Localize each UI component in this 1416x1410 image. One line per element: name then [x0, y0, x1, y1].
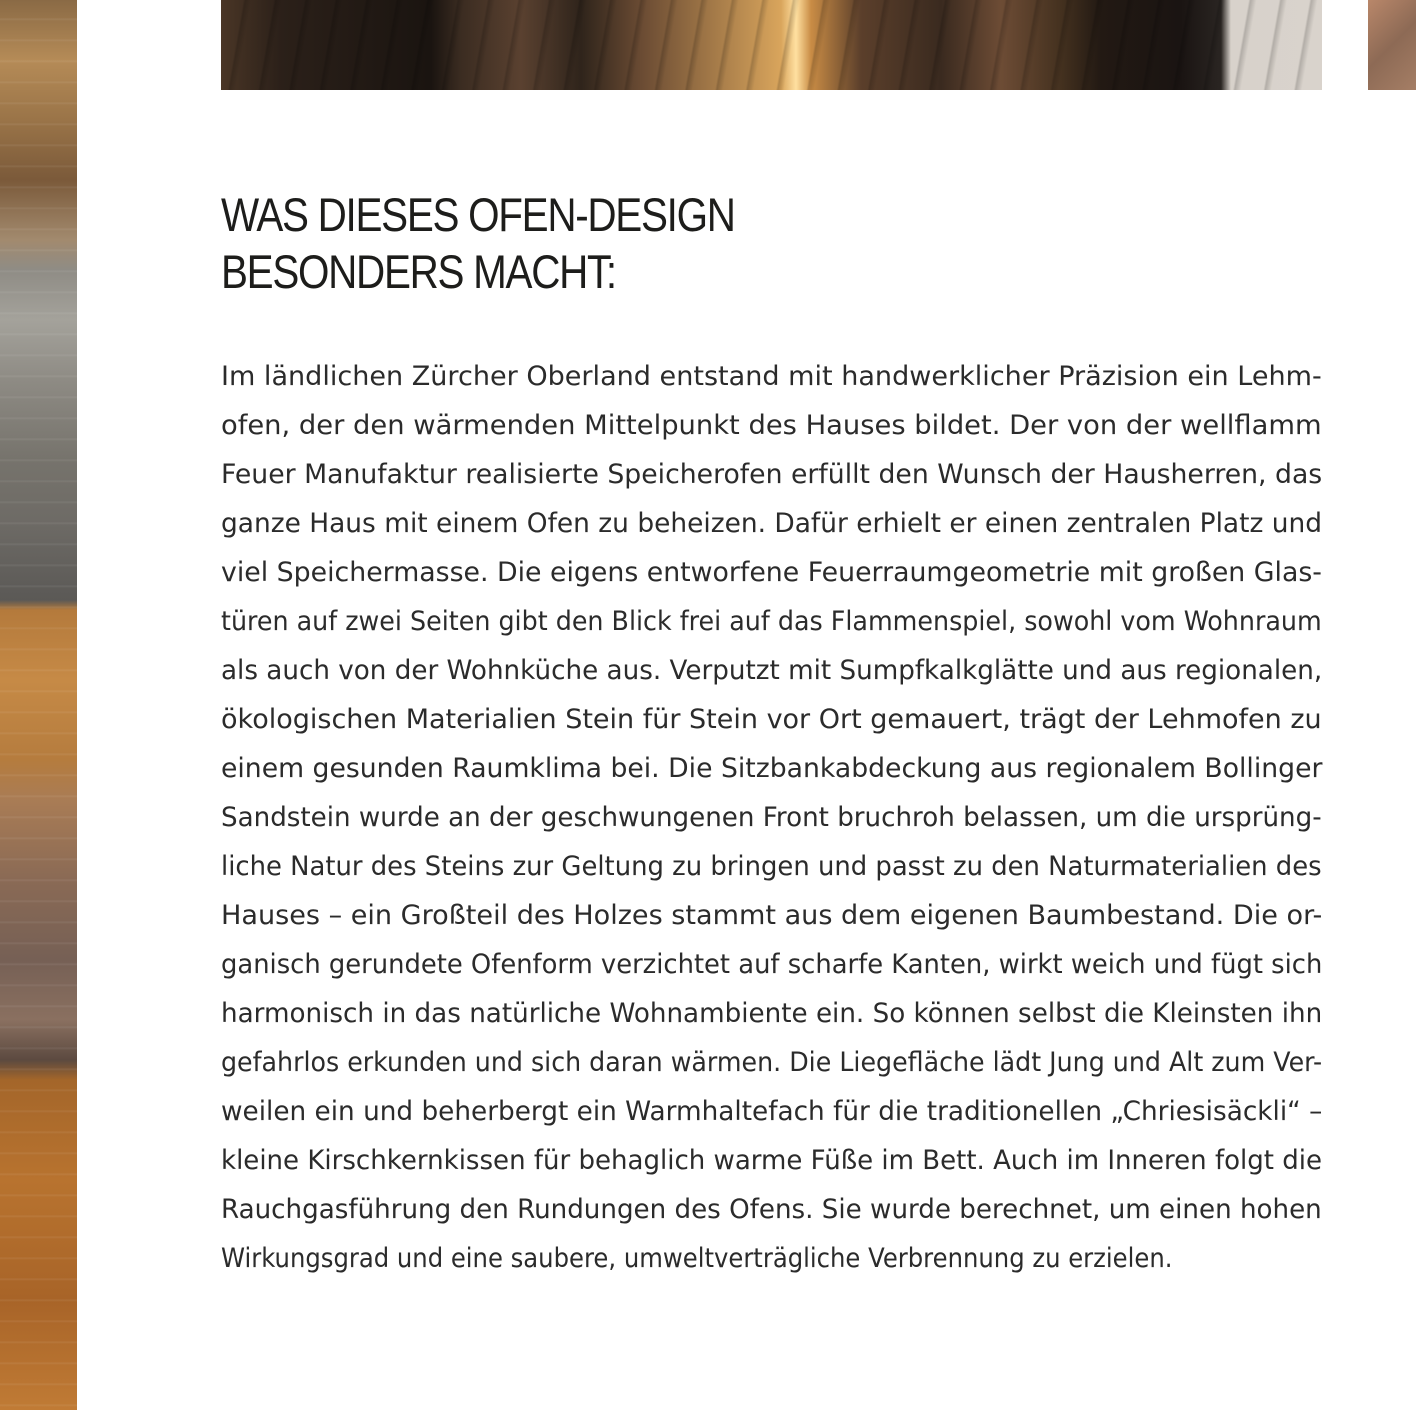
section-heading — [221, 186, 823, 300]
body-line: viel Speichermasse. Die eigens entworfene Feuerraumgeometrie mit großen Glas- — [221, 557, 1322, 588]
heading-line-2: BESONDERS MACHT: — [221, 245, 616, 298]
body-line: Sandstein wurde an der geschwungenen Front bruchroh belassen, um die ursprüng- — [221, 802, 1322, 833]
body-line: türen auf zwei Seiten gibt den Blick frei auf das Flammenspiel, sowohl vom Wohnraum — [221, 606, 1322, 637]
fireplace-photo — [221, 0, 1322, 90]
body-line: ganze Haus mit einem Ofen zu beheizen. Dafür erhielt er einen zentralen Platz und — [221, 508, 1322, 539]
body-line: gefahrlos erkunden und sich daran wärmen. Die Liegefläche lädt Jung und Alt zum Ver- — [221, 1047, 1323, 1078]
body-line: einem gesunden Raumklima bei. Die Sitzbankabdeckung aus regionalem Bollinger — [221, 753, 1323, 784]
body-line: als auch von der Wohnküche aus. Verputzt mit Sumpfkalkglätte und aus regionalen, — [221, 655, 1323, 686]
body-line: ganisch gerundete Ofenform verzichtet auf scharfe Kanten, wirkt weich und fügt sich — [221, 949, 1323, 980]
body-line: weilen ein und beherbergt ein Warmhaltefach für die traditionellen „Chriesisäckli“ – — [221, 1096, 1323, 1127]
body-line: Feuer Manufaktur realisierte Speicherofen erfüllt den Wunsch der Hausherren, das — [221, 459, 1323, 490]
body-line: Rauchgasführung den Rundungen des Ofens. Sie wurde berechnet, um einen hohen — [221, 1194, 1322, 1225]
body-line: liche Natur des Steins zur Geltung zu bringen und passt zu den Naturmaterialien des — [221, 851, 1322, 882]
body-line: Im ländlichen Zürcher Oberland entstand mit handwerklicher Präzision ein Lehm- — [221, 361, 1322, 392]
heading-line-1: WAS DIESES OFEN-DESIGN — [221, 188, 735, 241]
living-room-photo — [0, 0, 77, 1410]
body-line: Wirkungsgrad und eine saubere, umweltverträgliche Verbrennung zu erzielen. — [221, 1243, 1173, 1274]
body-paragraph — [221, 352, 1322, 1283]
body-line: Hauses – ein Großteil des Holzes stammt aus dem eigenen Baumbestand. Die or- — [221, 900, 1323, 931]
body-line: harmonisch in das natürliche Wohnambiente ein. So können selbst die Kleinsten ihn — [221, 998, 1323, 1029]
body-line: ökologischen Materialien Stein für Stein vor Ort gemauert, trägt der Lehmofen zu — [221, 704, 1322, 735]
body-line: kleine Kirschkernkissen für behaglich warme Füße im Bett. Auch im Inneren folgt die — [221, 1145, 1323, 1176]
adjacent-photo — [1368, 0, 1416, 90]
body-line: ofen, der den wärmenden Mittelpunkt des Hauses bildet. Der von der wellflamm — [221, 410, 1322, 441]
